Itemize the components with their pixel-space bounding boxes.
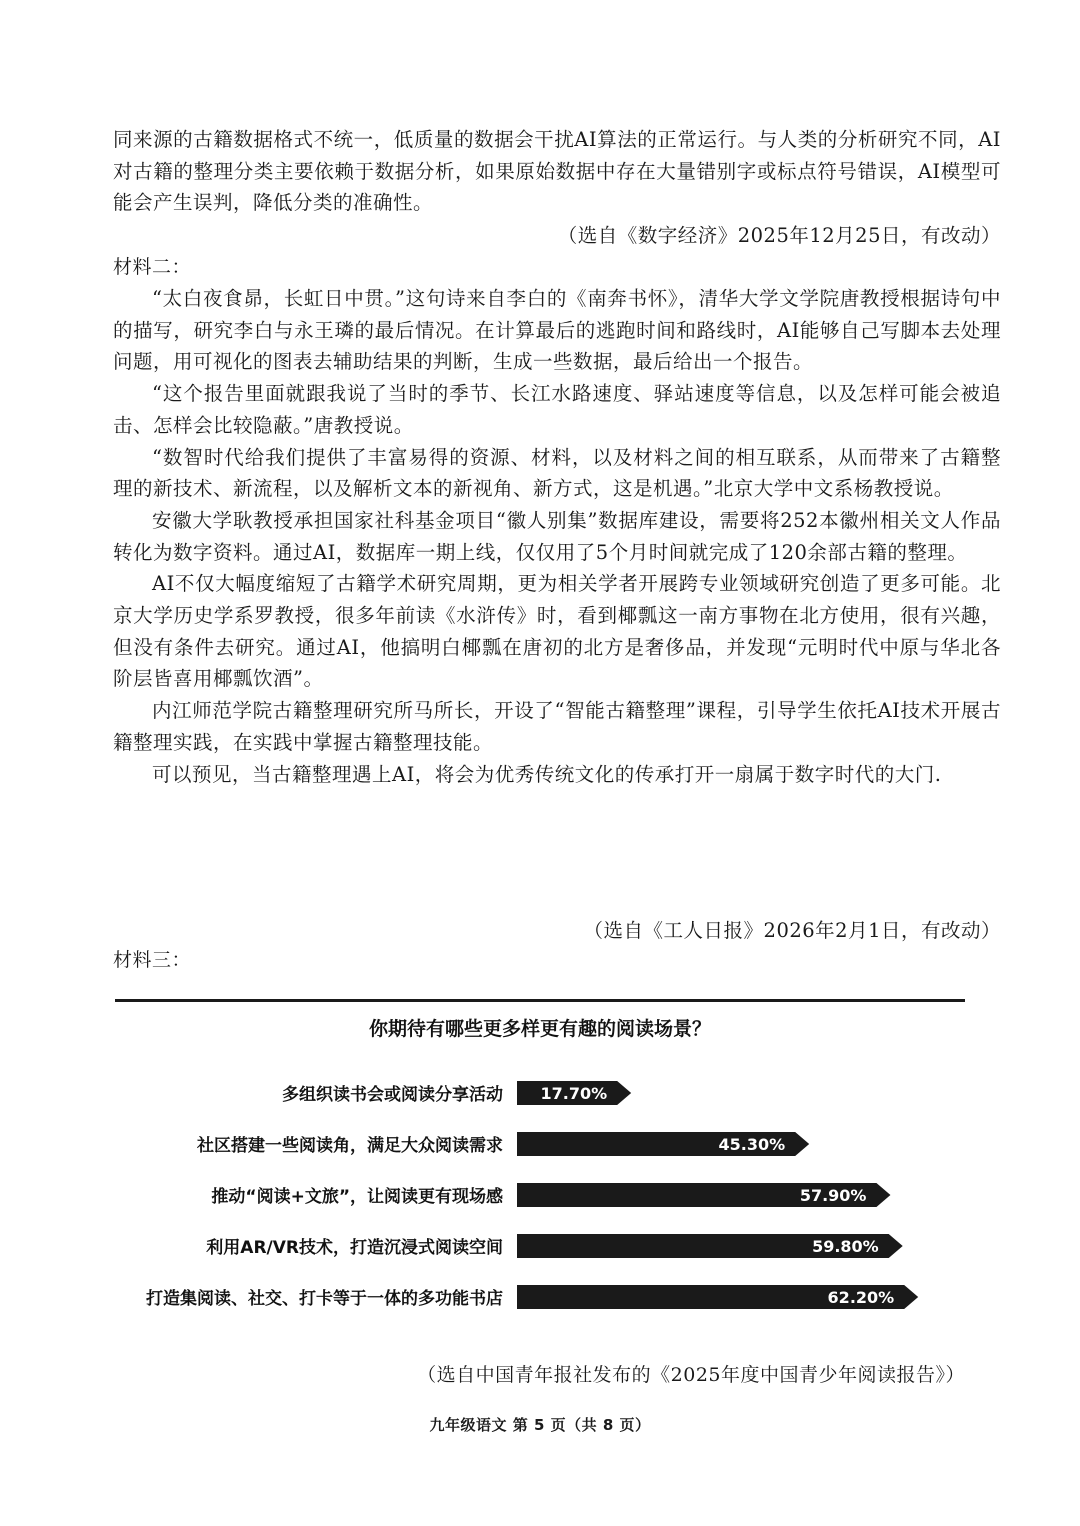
material2-paragraph: AI不仅大幅度缩短了古籍学术研究周期，更为相关学者开展跨专业领域研究创造了更多可能。北京大学历史学系罗教授，很多年前读《水浒传》时，看到椰瓢这一南方事物在北方使用，很有兴趣，但没有条件去研究。通过AI，他搞明白椰瓢在唐初的北方是奢侈品，并发现“元明时代中原与华北各阶层皆喜用椰瓢饮酒”。 <box>113 572 1001 691</box>
value-label-1: 17.70% <box>540 1084 608 1103</box>
material2-paragraph: 可以预见，当古籍整理遇上AI，将会为优秀传统文化的传承打开一扇属于数字时代的大门. <box>152 762 942 786</box>
value-label-4: 59.80% <box>812 1237 879 1256</box>
category-label-3: 推动“阅读+文旅”，让阅读更有现场感 <box>211 1187 503 1207</box>
category-label-2: 社区搭建一些阅读角，满足大众阅读需求 <box>197 1136 503 1156</box>
category-label-5: 打造集阅读、社交、打卡等于一体的多功能书店 <box>146 1289 503 1309</box>
page-footer: 九年级语文 第 5 页（共 8 页） <box>429 1416 651 1434</box>
chart-title: 你期待有哪些更多样更有趣的阅读场景？ <box>368 1018 711 1040</box>
value-label-2: 45.30% <box>718 1135 786 1154</box>
material2-paragraph: “太白夜食昴，长虹日中贯。”这句诗来自李白的《南奔书怀》，清华大学文学院唐教授根据诗句中的描写，研究李白与永王璘的最后情况。在计算最后的逃跑时间和路线时，AI能够自己写脚本去处理问题，用可视化的图表去辅助结果的判断，生成一些数据，最后给出一个报告。 <box>113 287 1001 374</box>
material3-heading: 材料三： <box>113 949 192 971</box>
material2-paragraph: “数智时代给我们提供了丰富易得的资源、材料，以及材料之间的相互联系，从而带来了古籍整理的新技术、新流程，以及解析文本的新视角、新方式，这是机遇。”北京大学中文系杨教授说。 <box>113 445 1001 501</box>
category-label-4: 利用AR/VR技术，打造沉浸式阅读空间 <box>206 1238 503 1258</box>
material3-citation: （选自中国青年报社发布的《2025年度中国青少年阅读报告》） <box>417 1364 965 1386</box>
material2-paragraph: “这个报告里面就跟我说了当时的季节、长江水路速度、驿站速度等信息，以及怎样可能会被追击、怎样会比较隐蔽。”唐教授说。 <box>113 382 1001 437</box>
material1-citation: （选自《数字经济》2025年12月25日，有改动） <box>557 224 1001 247</box>
material2-heading: 材料二： <box>113 256 192 278</box>
category-label-1: 多组织读书会或阅读分享活动 <box>282 1085 503 1105</box>
value-label-5: 62.20% <box>827 1288 895 1307</box>
material2-paragraph: 内江师范学院古籍整理研究所马所长，开设了“智能古籍整理”课程，引导学生依托AI技术开展古籍整理实践，在实践中掌握古籍整理技能。 <box>113 699 1001 754</box>
value-label-3: 57.90% <box>799 1186 867 1205</box>
material1-paragraph: 同来源的古籍数据格式不统一，低质量的数据会干扰AI算法的正常运行。与人类的分析研究不同，AI对古籍的整理分类主要依赖于数据分析，如果原始数据中存在大量错别字或标点符号错误，AI模型可能会产生误判，降低分类的准确性。 <box>113 128 1001 215</box>
material2-citation: （选自《工人日报》2026年2月1日，有改动） <box>583 919 1001 942</box>
material2-paragraph: 安徽大学耿教授承担国家社科基金项目“徽人别集”数据库建设，需要将252本徽州相关文人作品转化为数字资料。通过AI，数据库一期上线，仅仅用了5个月时间就完成了120余部古籍的整理。 <box>113 508 1001 564</box>
